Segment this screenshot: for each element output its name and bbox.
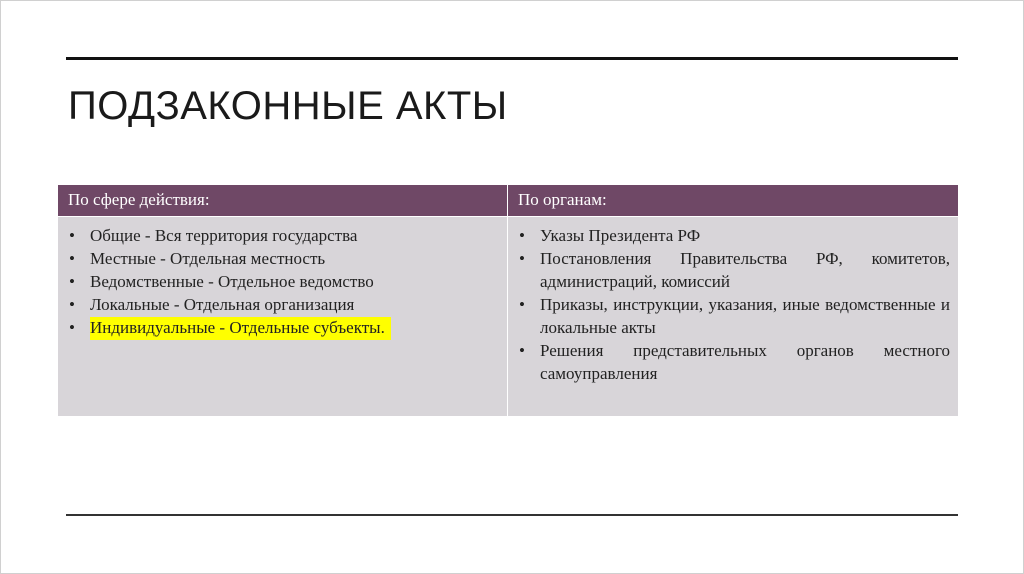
bodies-list bbox=[516, 224, 950, 385]
table-header-row bbox=[58, 185, 959, 217]
cell-bodies bbox=[508, 217, 959, 417]
list-item bbox=[516, 339, 950, 385]
list-item-text: Приказы, инструкции, указания, иные ведомственные и локальные акты bbox=[540, 295, 950, 337]
title-top-rule bbox=[66, 57, 958, 60]
list-item bbox=[66, 247, 499, 270]
list-item bbox=[66, 316, 499, 339]
table-row bbox=[58, 217, 959, 417]
acts-table bbox=[57, 184, 959, 417]
bottom-rule bbox=[66, 514, 958, 516]
list-item-text: Общие - Вся территория государства bbox=[90, 226, 358, 245]
highlighted-list-item-text: Индивидуальные - Отдельные субъекты. bbox=[90, 317, 391, 340]
list-item bbox=[66, 224, 499, 247]
list-item-text: Ведомственные - Отдельное ведомство bbox=[90, 272, 374, 291]
list-item bbox=[516, 247, 950, 293]
list-item-text: Решения представительных органов местного самоуправления bbox=[540, 341, 950, 383]
header-scope: По сфере действия: bbox=[58, 185, 508, 217]
header-bodies: По органам: bbox=[508, 185, 959, 217]
list-item-text: Локальные - Отдельная организация bbox=[90, 295, 355, 314]
scope-list bbox=[66, 224, 499, 339]
list-item bbox=[516, 224, 950, 247]
list-item bbox=[66, 270, 499, 293]
list-item bbox=[516, 293, 950, 339]
list-item-text: Постановления Правительства РФ, комитетов, администраций, комиссий bbox=[540, 249, 950, 291]
list-item-text: Указы Президента РФ bbox=[540, 226, 701, 245]
cell-scope bbox=[58, 217, 508, 417]
slide-title: ПОДЗАКОННЫЕ АКТЫ bbox=[68, 84, 508, 128]
list-item bbox=[66, 293, 499, 316]
list-item-text: Местные - Отдельная местность bbox=[90, 249, 326, 268]
